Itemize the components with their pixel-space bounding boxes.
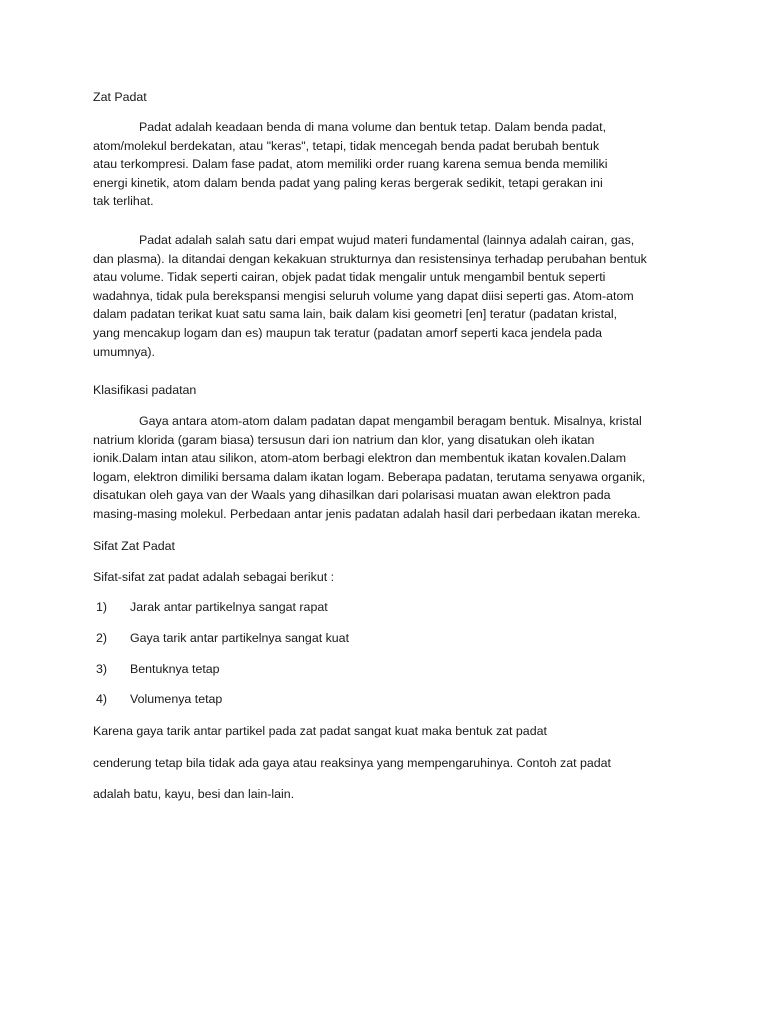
text-line: atau volume. Tidak seperti cairan, objek padat tidak mengalir untuk mengambil bentuk seperti <box>93 270 606 285</box>
list-number: 3) <box>96 662 108 676</box>
text-line: dan plasma). Ia ditandai dengan kekakuan strukturnya dan resistensinya terhadap perubahan bentuk <box>93 251 647 266</box>
closing-line: cenderung tetap bila tidak ada gaya atau reaksinya yang mempengaruhinya. Contoh zat padat <box>93 756 612 770</box>
list-text: Bentuknya tetap <box>130 662 220 676</box>
text-line: tak terlihat. <box>93 194 154 209</box>
list-text: Volumenya tetap <box>130 692 223 706</box>
heading-zat-padat: Zat Padat <box>93 90 147 104</box>
paragraph-fundamental-state <box>93 231 653 361</box>
paragraph-classification <box>93 412 653 524</box>
list-intro: Sifat-sifat zat padat adalah sebagai berikut : <box>93 570 335 584</box>
list-text: Jarak antar partikelnya sangat rapat <box>130 600 328 614</box>
list-number: 4) <box>96 692 108 706</box>
list-number: 1) <box>96 600 108 614</box>
text-line: disatukan oleh gaya van der Waals yang dihasilkan dari polarisasi muatan awan elektron pada <box>93 488 611 503</box>
text-line: ionik.Dalam intan atau silikon, atom-atom berbagi elektron dan membentuk ikatan kovalen.Dalam <box>93 451 627 466</box>
list-item <box>96 660 220 678</box>
list-item <box>96 690 222 708</box>
closing-line: adalah batu, kayu, besi dan lain-lain. <box>93 787 295 801</box>
text-line: masing-masing molekul. Perbedaan antar jenis padatan adalah hasil dari perbedaan ikatan mereka. <box>93 506 641 521</box>
heading-klasifikasi-padatan: Klasifikasi padatan <box>93 383 197 397</box>
text-line: atau terkompresi. Dalam fase padat, atom memiliki order ruang karena semua benda memiliki <box>93 157 608 172</box>
text-line: logam, elektron dimiliki bersama dalam ikatan logam. Beberapa padatan, terutama senyawa organik, <box>93 469 646 484</box>
text-line: dalam padatan terikat kuat satu sama lain, baik dalam kisi geometri [en] teratur (padatan kristal, <box>93 307 618 322</box>
heading-sifat-zat-padat: Sifat Zat Padat <box>93 539 175 553</box>
text-line: umumnya). <box>93 344 155 359</box>
text-line: Padat adalah salah satu dari empat wujud materi fundamental (lainnya adalah cairan, gas, <box>139 233 635 247</box>
list-item <box>96 598 328 616</box>
list-text: Gaya tarik antar partikelnya sangat kuat <box>130 631 350 645</box>
text-line: yang mencakup logam dan es) maupun tak teratur (padatan amorf seperti kaca jendela pada <box>93 325 603 340</box>
list-item <box>96 629 349 647</box>
closing-line: Karena gaya tarik antar partikel pada zat padat sangat kuat maka bentuk zat padat <box>93 724 547 738</box>
text-line: energi kinetik, atom dalam benda padat yang paling keras bergerak sedikit, tetapi gerakan ini <box>93 175 603 190</box>
text-line: Padat adalah keadaan benda di mana volume dan bentuk tetap. Dalam benda padat, <box>139 120 607 134</box>
text-line: Gaya antara atom-atom dalam padatan dapat mengambil beragam bentuk. Misalnya, kristal <box>139 414 642 428</box>
text-line: atom/molekul berdekatan, atau "keras", tetapi, tidak mencegah benda padat berubah bentuk <box>93 138 600 153</box>
paragraph-definition <box>93 118 653 211</box>
text-line: natrium klorida (garam biasa) tersusun dari ion natrium dan klor, yang disatukan oleh ikatan <box>93 432 595 447</box>
text-line: wadahnya, tidak pula berekspansi mengisi seluruh volume yang dapat diisi seperti gas. Atom-atom <box>93 288 634 303</box>
list-number: 2) <box>96 631 108 645</box>
